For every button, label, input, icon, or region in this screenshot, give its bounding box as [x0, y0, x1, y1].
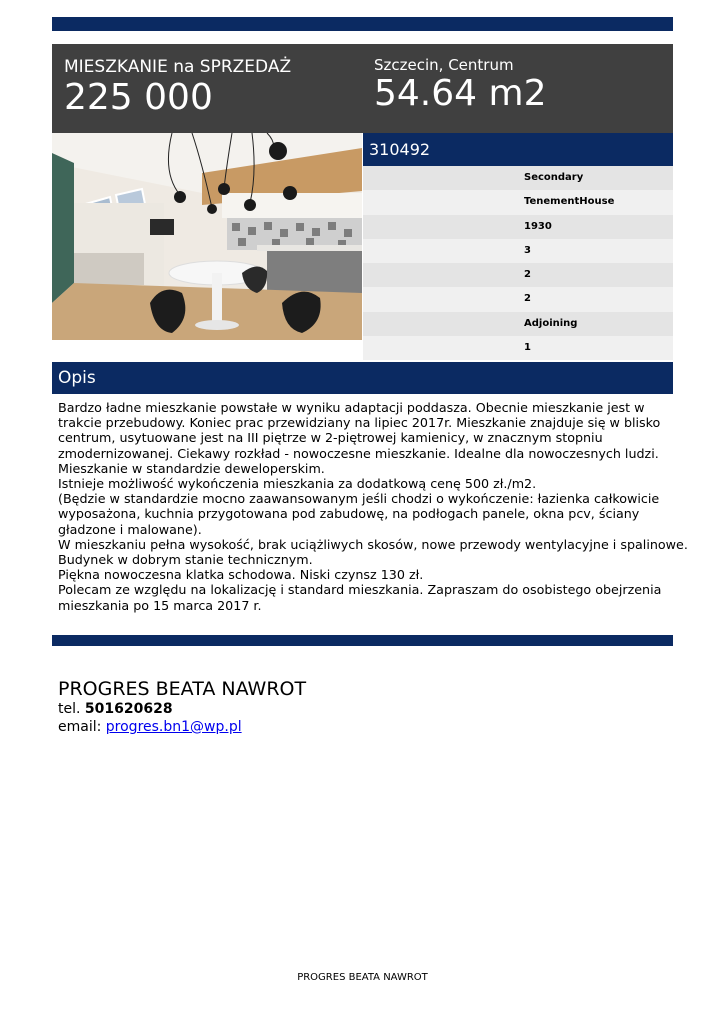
- param-floor: 3: [363, 239, 673, 263]
- description-line: Budynek w dobrym stanie technicznym.: [58, 552, 313, 568]
- description-line: Mieszkanie w standardzie deweloperskim.: [58, 460, 325, 476]
- description-line: (Będzie w standardzie mocno zaawansowanym jeśli chodzi o wykończenie: łazienka całkowicie: [58, 491, 660, 507]
- property-photo: [52, 133, 362, 340]
- price: 225 000: [64, 77, 213, 118]
- listing-id: 310492: [363, 133, 673, 166]
- header-left: [64, 57, 291, 118]
- phone-number: 501620628: [84, 701, 173, 717]
- location: Szczecin, Centrum: [374, 56, 514, 74]
- param-floors-in-building: 2: [363, 287, 673, 311]
- description-line: Polecam ze względu na lokalizację i standard mieszkania. Zapraszam do osobistego obejrzenia: [58, 582, 662, 598]
- email-label: email:: [58, 719, 102, 735]
- area: 54.64 m2: [374, 73, 547, 114]
- offer-type: MIESZKANIE na SPRZEDAŻ: [64, 57, 292, 77]
- agent-email-line: [58, 718, 306, 736]
- description-heading: Opis: [52, 362, 673, 394]
- email-link[interactable]: progres.bn1@wp.pl: [105, 719, 242, 735]
- param-rooms: 2: [363, 263, 673, 287]
- footer-text: PROGRES BEATA NAWROT: [297, 972, 428, 983]
- description-line: Piękna nowoczesna klatka schodowa. Niski czynsz 130 zł.: [58, 567, 424, 583]
- section-divider: [52, 635, 673, 646]
- param-year-built: 1930: [363, 215, 673, 239]
- description-line: Bardzo ładne mieszkanie powstałe w wyniku adaptacji poddasza. Obecnie mieszkanie jest w: [58, 400, 645, 415]
- param-building-type: TenementHouse: [363, 190, 673, 214]
- agent-phone-line: [58, 700, 306, 718]
- agent-contact: [58, 678, 306, 736]
- description-line: W mieszkaniu pełna wysokość, brak uciążliwych skosów, nowe przewody wentylacyjne i spalinowe.: [58, 536, 688, 552]
- listing-header: [52, 44, 673, 133]
- top-bar: [52, 17, 673, 31]
- description-line: gładzone i malowane).: [58, 521, 202, 537]
- param-kitchen: Adjoining: [363, 312, 673, 336]
- description-line: Istnieje możliwość wykończenia mieszkania za dodatkową cenę 500 zł./m2.: [58, 476, 537, 492]
- description-line: trakcie przebudowy. Koniec prac przewidziany na lipiec 2017r. Mieszkanie znajduje się w blisko: [58, 415, 661, 431]
- agent-name: PROGRES BEATA NAWROT: [58, 678, 307, 700]
- description-line: centrum, usytuowane jest na III piętrze w 2-piętrowej kamienicy, w znacznym stopniu: [58, 430, 603, 446]
- description-line: mieszkania po 15 marca 2017 r.: [58, 597, 262, 613]
- param-market: Secondary: [363, 166, 673, 190]
- description-line: zmodernizowanej. Ciekawy rozkład - nowoczesne mieszkanie. Idealne dla nowoczesnych ludzi.: [58, 445, 659, 461]
- params-table: [363, 166, 673, 360]
- param-bathrooms: 1: [363, 336, 673, 360]
- description: [58, 400, 688, 613]
- header-right: [374, 56, 546, 114]
- phone-label: tel.: [58, 701, 81, 717]
- description-line: wyposażona, kuchnia przygotowana pod zabudowę, na podłogach panele, okna pcv, ściany: [58, 506, 640, 522]
